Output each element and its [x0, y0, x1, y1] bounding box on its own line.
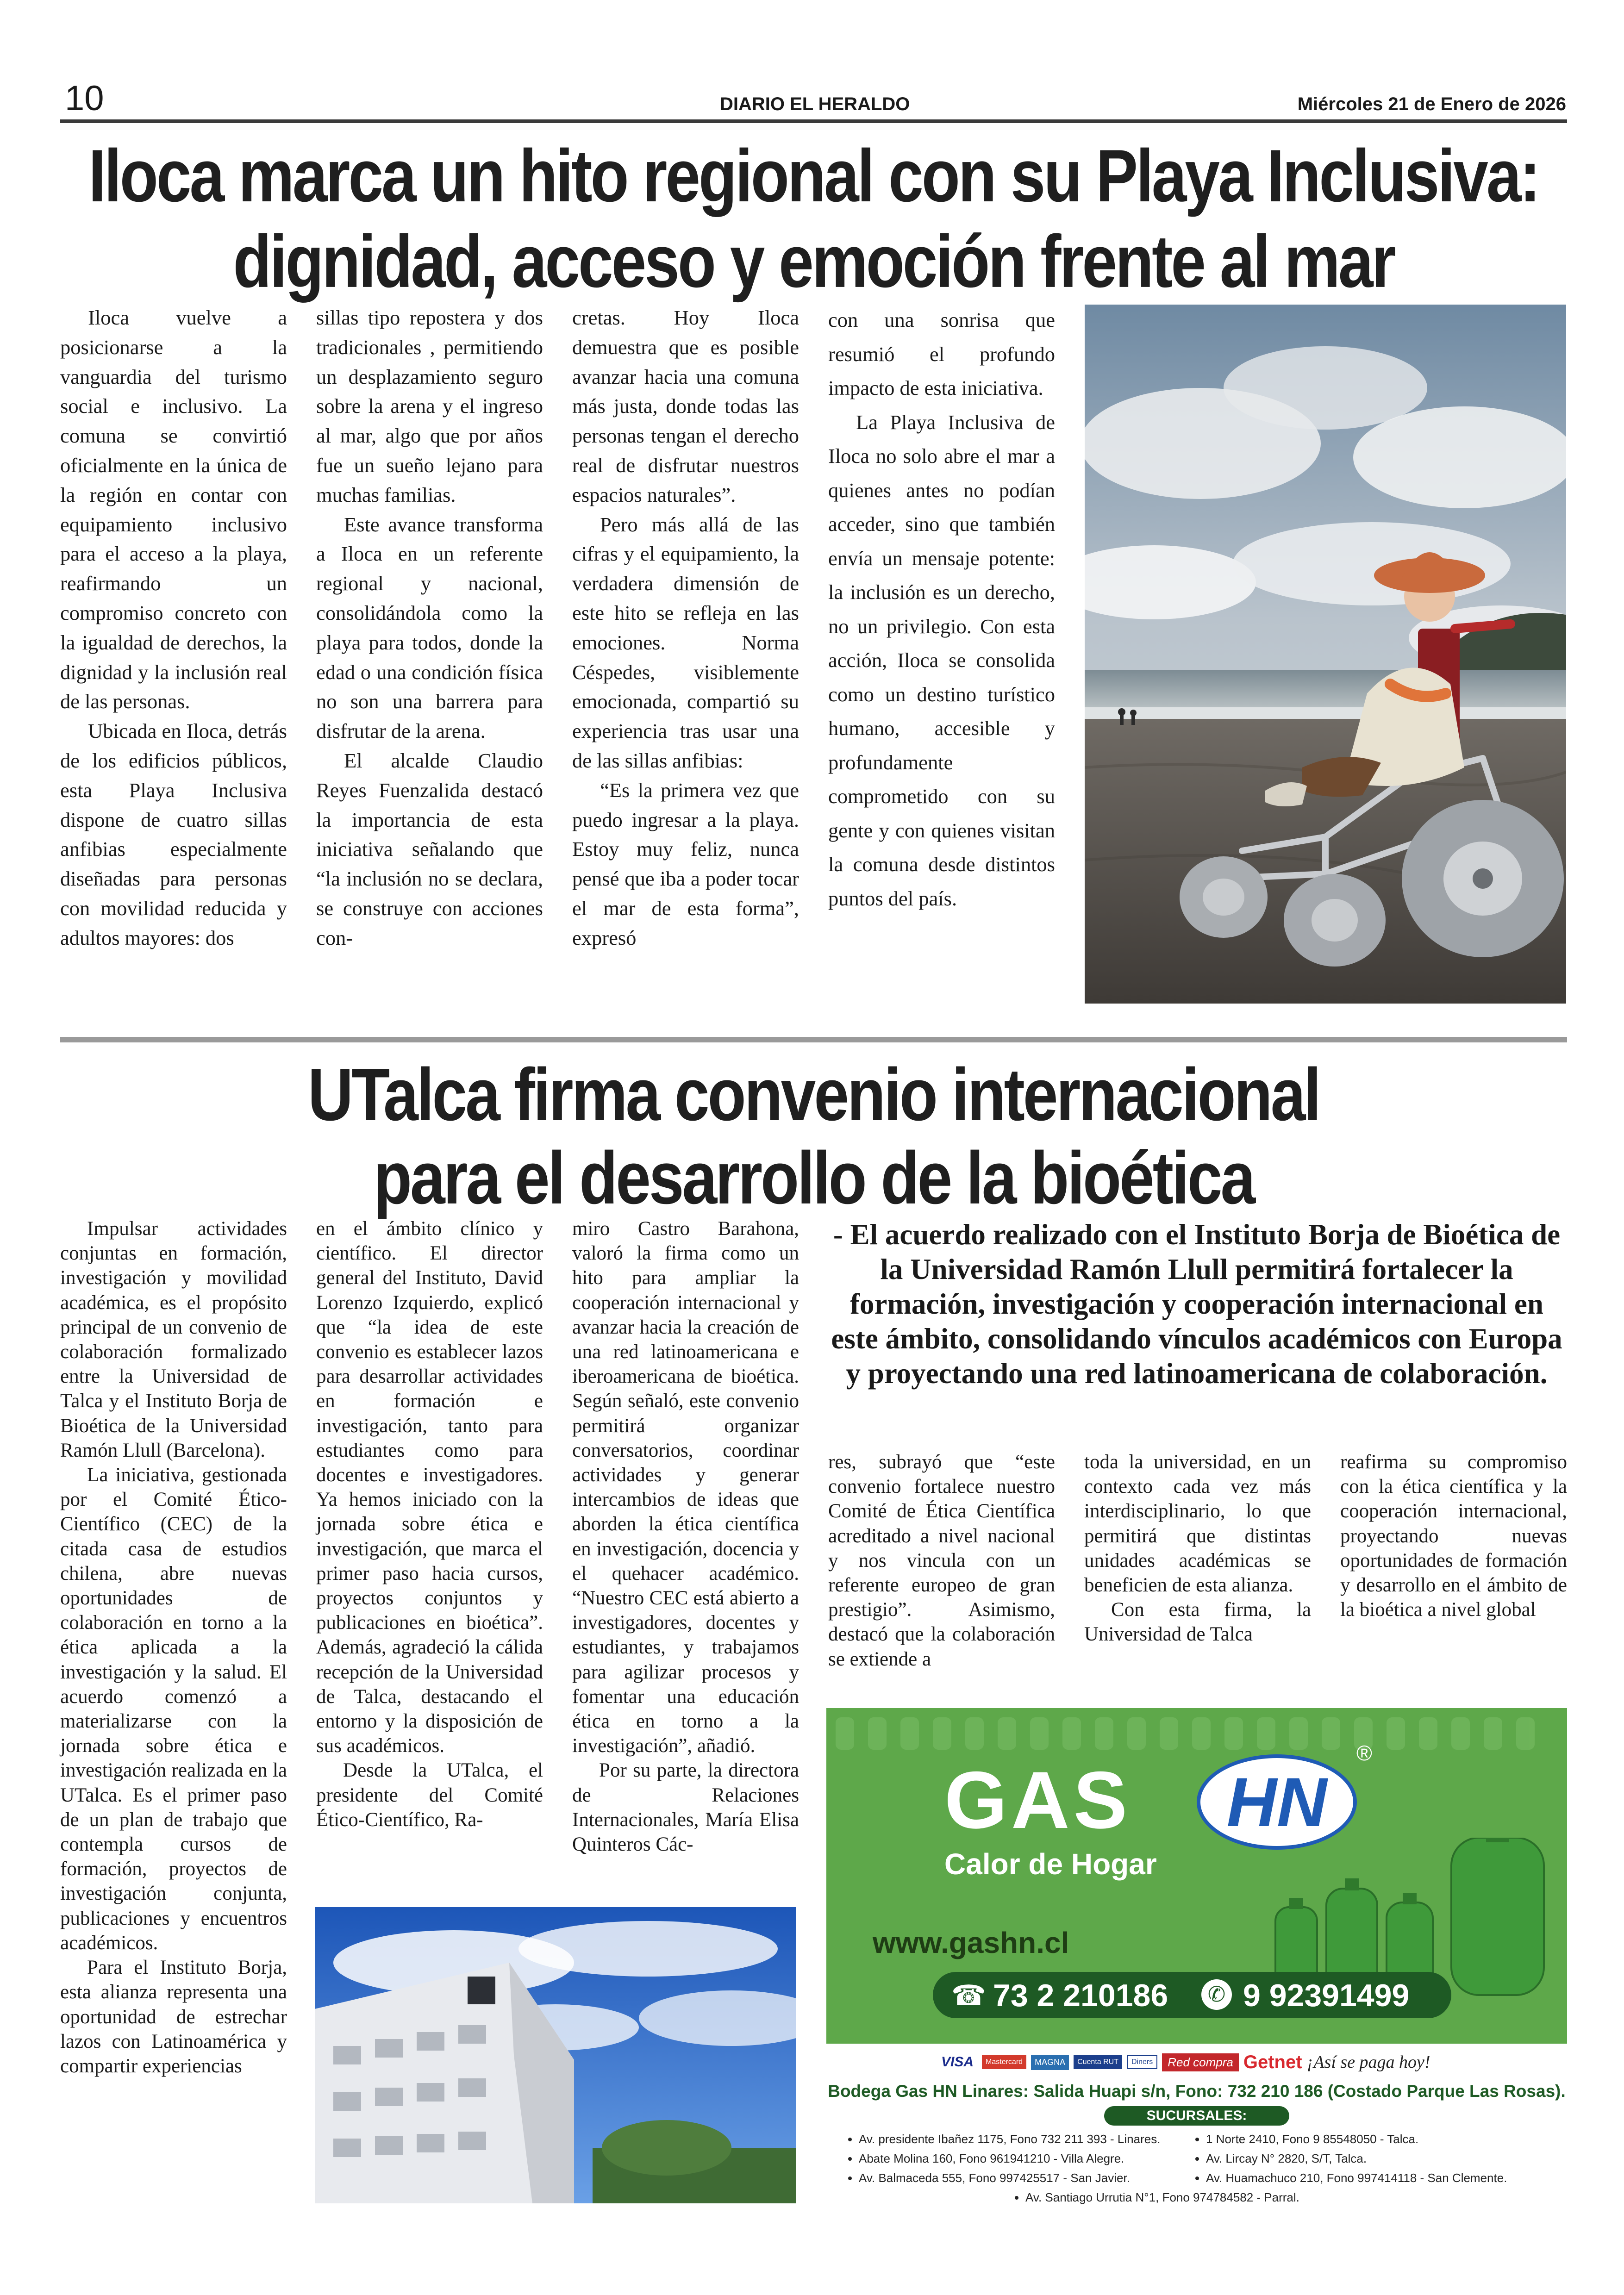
article1-paragraph: Iloca vuelve a posicionarse a la vanguardia del turismo social e inclusivo. La comuna se convirtió oficialmente en la única de la región en contar con equipamiento inclusivo para el acceso a la playa, reafirmando un compromiso concreto con la igualdad de derechos, la dignidad y la inclusión real de las personas.	[60, 306, 287, 713]
visa-logo: VISA	[941, 2054, 974, 2070]
article2-paragraph: Desde la UTalca, el presidente del Comité Ético-Científico, Ra-	[316, 1759, 543, 1831]
article2-column-3	[572, 1216, 799, 1857]
article1-headline-line2: dignidad, acceso y emoción frente al mar	[233, 219, 1394, 303]
branch-item: • Av. Balmaceda 555, Fono 997425517 - San Javier.	[859, 2168, 1211, 2188]
ad-branch-center	[1012, 2188, 1442, 2207]
newspaper-name: DIARIO EL HERALDO	[720, 94, 910, 114]
ad-hn-logo: HN	[1197, 1754, 1357, 1850]
ad-registered-mark: ®	[1356, 1741, 1372, 1765]
ad-phone-landline[interactable]: 73 2 210186	[993, 1978, 1168, 2013]
branch-item: • Av. Lircay N° 2820, S/T, Talca.	[1206, 2149, 1576, 2168]
article1-paragraph: La Playa Inclusiva de Iloca no solo abre el mar a quienes antes no podían acceder, sino que también envía un mensaje potente: la inclusión es un derecho, no un privilegio. Con esta acción, Iloca se consolida como un destino turístico humano, accesible y profundamente comprometido con su gente y con quienes visitan la comuna desde distintos puntos del país.	[828, 410, 1055, 910]
ad-brand-gas: GAS	[944, 1755, 1131, 1846]
article1-column-2	[316, 303, 543, 953]
article2-paragraph: Para el Instituto Borja, esta alianza representa una oportunidad de estrechar lazos con Latinoamérica y compartir experiencias	[60, 1957, 287, 2077]
redcompra-logo: Red compra	[1162, 2053, 1239, 2071]
article2-subhead: - El acuerdo realizado con el Instituto Borja de Bioética de la Universidad Ramón Llull permitirá fortalecer la formación, investigación y cooperación internacional en este ámbito, consolidando vínculos académicos con Europa y proyectando una red latinoamericana de colaboración.	[831, 1218, 1562, 1390]
issue-date: Miércoles 21 de Enero de 2026	[1297, 94, 1566, 114]
branch-item: • Av. Huamachuco 210, Fono 997414118 - San Clemente.	[1206, 2168, 1576, 2188]
section-divider	[60, 1037, 1567, 1042]
article1-paragraph: cretas. Hoy Iloca demuestra que es posible avanzar hacia una comuna más justa, donde todas las personas tengan el derecho real de disfrutar nuestros espacios naturales”.	[572, 306, 799, 506]
article2-paragraph: en el ámbito clínico y científico. El director general del Instituto, David Lorenzo Izquierdo, explicó que “la idea de este convenio es establecer lazos para desarrollar actividades en formación e investigación, tanto para estudiantes como para docentes e investigadores. Ya hemos iniciado con la jornada sobre ética e investigación, que marca el primer paso hacia cursos, proyectos conjuntos y publicaciones en bioética”. Además, agradeció la cálida recepción de la Universidad de Talca, destacando el entorno y la disposición de sus académicos.	[316, 1218, 543, 1757]
article1-paragraph: Este avance transforma a Iloca en un referente regional y nacional, consolidándola como la playa para todos, donde la edad o una condición física no son una barrera para disfrutar de la arena.	[316, 512, 543, 743]
gas-hn-advertisement	[826, 1708, 1567, 2210]
article2-column-2	[316, 1216, 543, 1832]
article1-paragraph: “Es la primera vez que puedo ingresar a la playa. Estoy muy feliz, nunca pensé que iba a poder tocar el mar de esta forma”, expresó	[572, 778, 799, 949]
article1-column-4	[828, 303, 1055, 916]
ad-warehouse-address: Bodega Gas HN Linares: Salida Huapi s/n, Fono: 732 210 186 (Costado Parque Las Rosas).	[828, 2082, 1566, 2101]
utalca-building-photo	[315, 1907, 796, 2203]
article2-paragraph: Con esta firma, la Universidad de Talca	[1084, 1599, 1311, 1646]
article1-paragraph: El alcalde Claudio Reyes Fuenzalida destacó la importancia de esta iniciativa señalando que “la inclusión no se declara, se construye con acciones con-	[316, 748, 543, 949]
ad-phone-bar	[933, 1972, 1451, 2018]
article2-column-4	[828, 1450, 1055, 1671]
article2-paragraph: miro Castro Barahona, valoró la firma como un hito para ampliar la cooperación internacional y avanzar hacia la creación de una red latinoamericana e iberoamericana de bioética. Según señaló, este convenio permitirá organizar conversatorios, coordinar actividades y generar intercambios de ideas que aborden la ética científica en investigación, docencia y el quehacer académico. “Nuestro CEC está abierto a investigadores, docentes y estudiantes, y trabajamos para agilizar procesos y fomentar una educación ética en torno a la investigación”, añadió.	[572, 1218, 799, 1757]
phone-icon: ☎	[951, 1980, 986, 2011]
article2-headline-line2: para el desarrollo de la bioética	[373, 1136, 1254, 1220]
article1-column-3	[572, 303, 799, 953]
article2-paragraph: Por su parte, la directora de Relaciones Internacionales, María Elisa Quinteros Các-	[572, 1759, 799, 1856]
cuenta-rut-logo: Cuenta RUT	[1074, 2055, 1122, 2069]
mastercard-logo: Mastercard	[982, 2055, 1026, 2069]
ad-green-panel	[826, 1708, 1567, 2044]
branch-item: • Av. presidente Ibañez 1175, Fono 732 211 393 - Linares.	[859, 2129, 1211, 2149]
article2-column-1	[60, 1216, 287, 2078]
payment-methods-row	[937, 2048, 1430, 2076]
beach-wheelchair-photo	[1085, 305, 1566, 1004]
article1-headline-line1: Iloca marca un hito regional con su Playa Inclusiva:	[88, 134, 1539, 218]
article2-paragraph: toda la universidad, en un contexto cada vez más interdisciplinario, lo que permitirá que distintas unidades académicas se beneficien de esta alianza.	[1084, 1451, 1311, 1597]
article2-paragraph: res, subrayó que “este convenio fortalece nuestro Comité de Ética Científica acreditado a nivel nacional y nos vincula con un referente europeo de gran prestigio”. Asimismo, destacó que la colaboración se extiende a	[828, 1451, 1055, 1670]
branch-item: • 1 Norte 2410, Fono 9 85548050 - Talca.	[1206, 2129, 1576, 2149]
branch-item: • Av. Santiago Urrutia N°1, Fono 974784582 - Parral.	[1025, 2188, 1442, 2207]
article1-paragraph: Pero más allá de las cifras y el equipamiento, la verdadera dimensión de este hito se refleja en las emociones. Norma Céspedes, visiblemente emocionada, compartió su experiencia tras usar una de las sillas anfibias:	[572, 512, 799, 772]
article1-paragraph: con una sonrisa que resumió el profundo impacto de esta iniciativa.	[828, 308, 1055, 399]
ad-branches-title: SUCURSALES:	[1104, 2106, 1289, 2126]
ad-branches-right	[1192, 2129, 1576, 2188]
whatsapp-icon: ✆	[1201, 1979, 1232, 2010]
ad-branches-left	[845, 2129, 1211, 2188]
article2-paragraph: La iniciativa, gestionada por el Comité Ético-Científico (CEC) de la citada casa de estudios chilena, abre nuevas oportunidades de colaboración en torno a la ética aplicada a la investigación y la salud. El acuerdo comenzó a materializarse con la jornada sobre ética e investigación realizada en la UTalca. Es el primer paso de un plan de trabajo que contempla cursos de formación, proyectos de investigación conjunta, publicaciones y encuentros académicos.	[60, 1464, 287, 1954]
page-number: 10	[65, 79, 104, 118]
ad-phone-whatsapp[interactable]: 9 92391499	[1243, 1978, 1410, 2013]
article2-headline-line1: UTalca firma convenio internacional	[307, 1053, 1320, 1136]
ad-website[interactable]: www.gashn.cl	[873, 1926, 1069, 1959]
article2-paragraph: reafirma su compromiso con la ética científica y la cooperación internacional, proyectando nuevas oportunidades de formación y desarrollo en el ámbito de la bioética a nivel global	[1340, 1451, 1567, 1621]
header-rule	[60, 119, 1567, 123]
article1-paragraph: sillas tipo repostera y dos tradicionales , permitiendo un desplazamiento seguro sobre la arena y el ingreso al mar, algo que por años fue un sueño lejano para muchas familias.	[316, 306, 543, 506]
ad-info-panel	[826, 2044, 1567, 2210]
article2-paragraph: Impulsar actividades conjuntas en formación, investigación y movilidad académica, es el propósito principal de un convenio de colaboración formalizado entre la Universidad de Talca y el Instituto Borja de Bioética de la Universidad Ramón Llull (Barcelona).	[60, 1218, 287, 1461]
article2-column-5	[1084, 1450, 1311, 1647]
article1-column-1	[60, 303, 287, 953]
getnet-logo: Getnet	[1243, 2052, 1302, 2072]
magna-logo: MAGNA	[1031, 2055, 1069, 2070]
article2-column-6	[1340, 1450, 1567, 1622]
diners-logo: Diners	[1127, 2055, 1157, 2069]
article1-paragraph: Ubicada en Iloca, detrás de los edificios públicos, esta Playa Inclusiva dispone de cuatro sillas anfibias especialmente diseñadas para personas con movilidad reducida y adultos mayores: dos	[60, 719, 287, 949]
payment-slogan: ¡Así se paga hoy!	[1306, 2052, 1430, 2072]
branch-item: • Abate Molina 160, Fono 961941210 - Villa Alegre.	[859, 2149, 1211, 2168]
ad-tagline: Calor de Hogar	[944, 1847, 1157, 1881]
